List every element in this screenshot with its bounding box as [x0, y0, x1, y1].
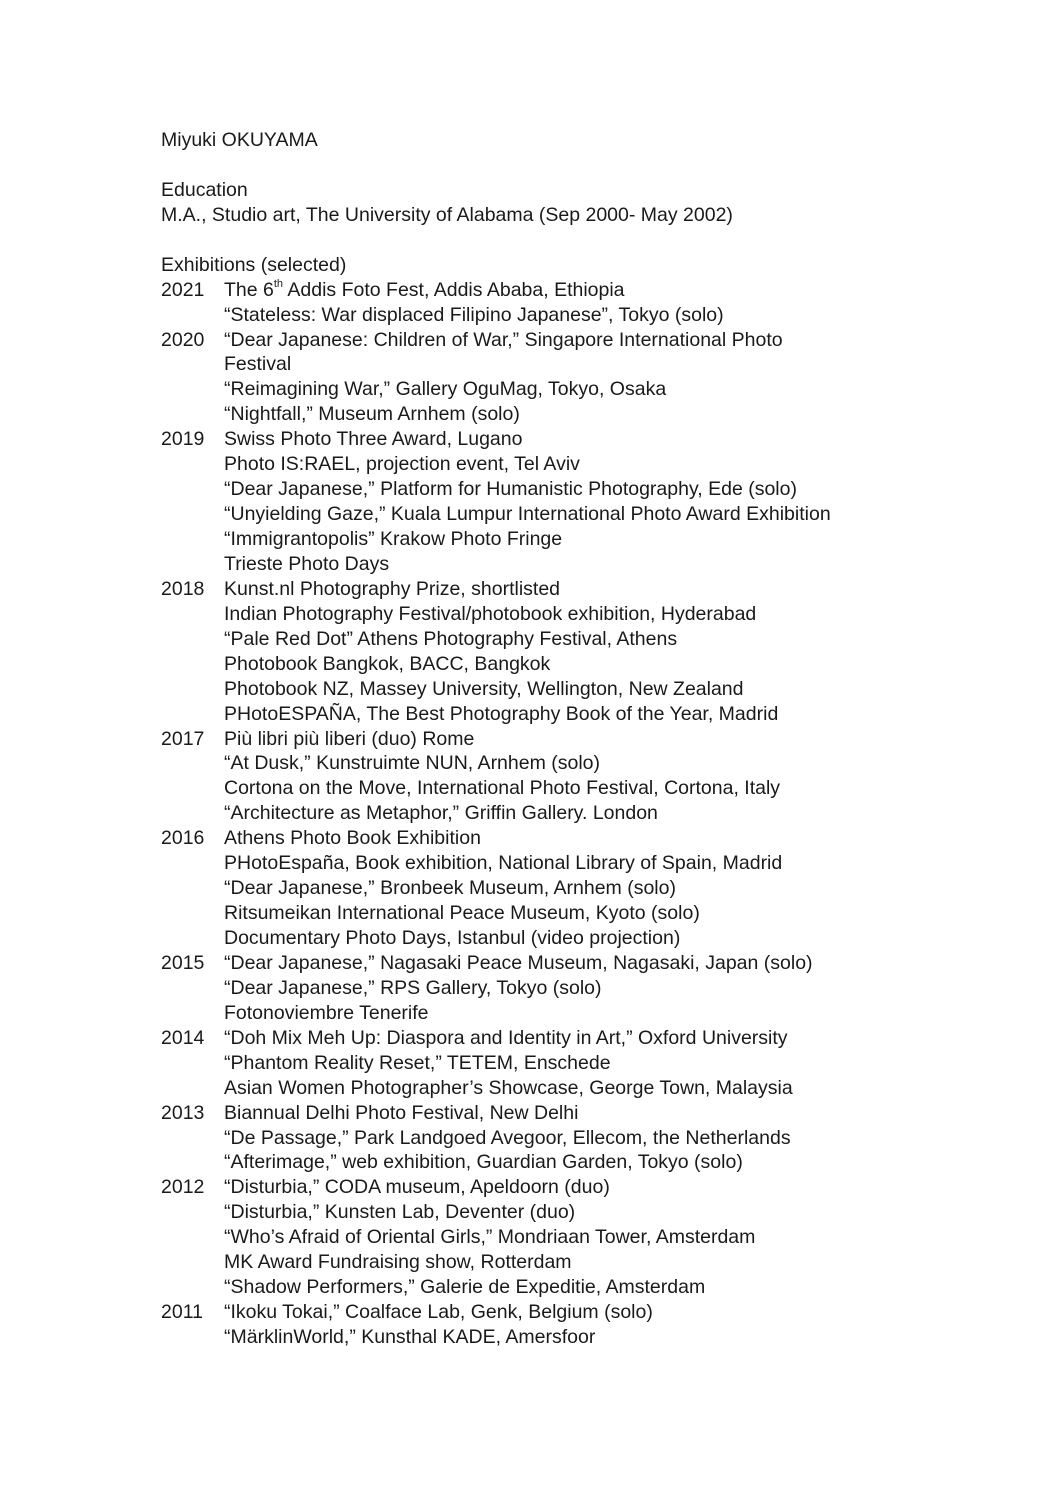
exhibition-entry: Photobook NZ, Massey University, Wellington, New Zealand: [224, 677, 744, 700]
exhibition-year: 2015: [161, 951, 205, 974]
exhibition-year-group: [161, 826, 1021, 951]
education-entry: M.A., Studio art, The University of Alabama (Sep 2000- May 2002): [161, 203, 733, 226]
exhibition-entries: [224, 1175, 1021, 1300]
exhibition-entry: “Disturbia,” CODA museum, Apeldoorn (duo): [224, 1176, 610, 1199]
exhibition-entry: PHotoEspaña, Book exhibition, National Library of Spain, Madrid: [224, 852, 783, 875]
exhibition-entry: “Dear Japanese,” RPS Gallery, Tokyo (solo): [224, 976, 602, 999]
cv-name: Miyuki OKUYAMA: [161, 129, 318, 151]
exhibition-entry: Swiss Photo Three Award, Lugano: [224, 428, 523, 451]
exhibition-year: 2012: [161, 1176, 205, 1199]
exhibition-year: 2016: [161, 827, 205, 850]
exhibition-entry: Fotonoviembre Tenerife: [224, 1001, 429, 1024]
exhibition-entry: “De Passage,” Park Landgoed Avegoor, Ellecom, the Netherlands: [224, 1126, 791, 1149]
exhibition-entry: PHotoESPAÑA, The Best Photography Book of the Year, Madrid: [224, 702, 779, 725]
exhibition-year-group: [161, 727, 1021, 827]
entry-text-after: Addis Foto Fest, Addis Ababa, Ethiopia: [283, 278, 625, 301]
exhibition-entries: [224, 1026, 1021, 1101]
exhibition-entry: MK Award Fundraising show, Rotterdam: [224, 1251, 572, 1274]
exhibition-entry: Indian Photography Festival/photobook exhibition, Hyderabad: [224, 602, 757, 625]
exhibition-entry: [224, 278, 1021, 303]
exhibition-entry: “At Dusk,” Kunstruimte NUN, Arnhem (solo): [224, 752, 601, 775]
exhibition-entry: “Phantom Reality Reset,” TETEM, Enschede: [224, 1051, 611, 1074]
exhibition-year-group: [161, 328, 1021, 428]
exhibition-entry: “Pale Red Dot” Athens Photography Festival, Athens: [224, 627, 678, 650]
exhibition-entry: “Dear Japanese: Children of War,” Singapore International Photo: [224, 328, 783, 351]
exhibition-entry: Festival: [224, 353, 292, 376]
exhibition-entry: “Architecture as Metaphor,” Griffin Gallery. London: [224, 802, 658, 825]
exhibition-entry: Asian Women Photographer’s Showcase, George Town, Malaysia: [224, 1076, 793, 1099]
exhibition-entry: “Reimagining War,” Gallery OguMag, Tokyo, Osaka: [224, 378, 667, 401]
exhibition-entry: “Stateless: War displaced Filipino Japanese”, Tokyo (solo): [224, 303, 724, 326]
exhibition-entry: Athens Photo Book Exhibition: [224, 827, 481, 850]
exhibition-entries: [224, 328, 1021, 428]
exhibition-entry: “Dear Japanese,” Platform for Humanistic Photography, Ede (solo): [224, 478, 797, 501]
exhibition-entry: “Dear Japanese,” Nagasaki Peace Museum, Nagasaki, Japan (solo): [224, 951, 813, 974]
exhibition-entries: [224, 577, 1021, 727]
exhibition-entry: Kunst.nl Photography Prize, shortlisted: [224, 577, 561, 600]
exhibitions-heading: Exhibitions (selected): [161, 253, 347, 276]
exhibition-entry: “Ikoku Tokai,” Coalface Lab, Genk, Belgium (solo): [224, 1301, 653, 1324]
cv-document: [161, 128, 1021, 1350]
exhibition-entry: Photo IS:RAEL, projection event, Tel Aviv: [224, 453, 580, 476]
exhibition-entries: [224, 278, 1021, 328]
exhibition-entries: [224, 427, 1021, 577]
exhibition-year: 2013: [161, 1101, 205, 1124]
exhibition-entry: “MärklinWorld,” Kunsthal KADE, Amersfoor: [224, 1326, 596, 1348]
education-heading: Education: [161, 178, 248, 201]
exhibition-entry: Documentary Photo Days, Istanbul (video projection): [224, 927, 681, 949]
exhibition-entry: Più libri più liberi (duo) Rome: [224, 727, 475, 750]
exhibition-entries: [224, 1300, 1021, 1350]
spacer: [161, 153, 1021, 178]
exhibition-year-group: [161, 577, 1021, 727]
exhibition-entry: Trieste Photo Days: [224, 552, 390, 575]
exhibition-year: 2018: [161, 577, 205, 600]
exhibition-entry: “Unyielding Gaze,” Kuala Lumpur International Photo Award Exhibition: [224, 503, 831, 526]
exhibition-entries: [224, 826, 1021, 951]
exhibition-list: [161, 278, 1021, 1350]
exhibition-entry: Ritsumeikan International Peace Museum, Kyoto (solo): [224, 902, 700, 925]
exhibition-entry: “Who’s Afraid of Oriental Girls,” Mondriaan Tower, Amsterdam: [224, 1226, 756, 1249]
exhibition-year-group: [161, 278, 1021, 328]
exhibition-year-group: [161, 1300, 1021, 1350]
exhibition-year-group: [161, 427, 1021, 577]
exhibition-entry: Cortona on the Move, International Photo Festival, Cortona, Italy: [224, 777, 781, 800]
exhibition-year: 2017: [161, 727, 205, 750]
exhibition-year: 2011: [161, 1301, 203, 1324]
ordinal-suffix: th: [273, 278, 284, 291]
exhibition-entries: [224, 727, 1021, 827]
entry-text-before: The 6: [224, 278, 274, 301]
exhibition-entry: “Nightfall,” Museum Arnhem (solo): [224, 403, 520, 426]
exhibition-entry: “Shadow Performers,” Galerie de Expeditie, Amsterdam: [224, 1276, 706, 1299]
exhibition-entries: [224, 951, 1021, 1026]
spacer: [161, 228, 1021, 253]
exhibition-year-group: [161, 1175, 1021, 1300]
exhibition-entry: “Afterimage,” web exhibition, Guardian Garden, Tokyo (solo): [224, 1151, 743, 1174]
exhibition-entries: [224, 1101, 1021, 1176]
exhibition-entry: “Dear Japanese,” Bronbeek Museum, Arnhem (solo): [224, 877, 676, 900]
exhibition-year: 2019: [161, 428, 205, 451]
exhibition-year: 2021: [161, 278, 205, 301]
exhibition-entry: “Disturbia,” Kunsten Lab, Deventer (duo): [224, 1201, 576, 1224]
exhibition-year-group: [161, 1026, 1021, 1101]
exhibition-year: 2014: [161, 1026, 205, 1049]
exhibition-year-group: [161, 951, 1021, 1026]
exhibition-year-group: [161, 1101, 1021, 1176]
exhibition-entry: Biannual Delhi Photo Festival, New Delhi: [224, 1101, 579, 1124]
exhibition-year: 2020: [161, 328, 205, 351]
exhibition-entry: Photobook Bangkok, BACC, Bangkok: [224, 652, 551, 675]
exhibition-entry: “Immigrantopolis” Krakow Photo Fringe: [224, 528, 563, 550]
exhibition-entry: “Doh Mix Meh Up: Diaspora and Identity in Art,” Oxford University: [224, 1026, 788, 1049]
